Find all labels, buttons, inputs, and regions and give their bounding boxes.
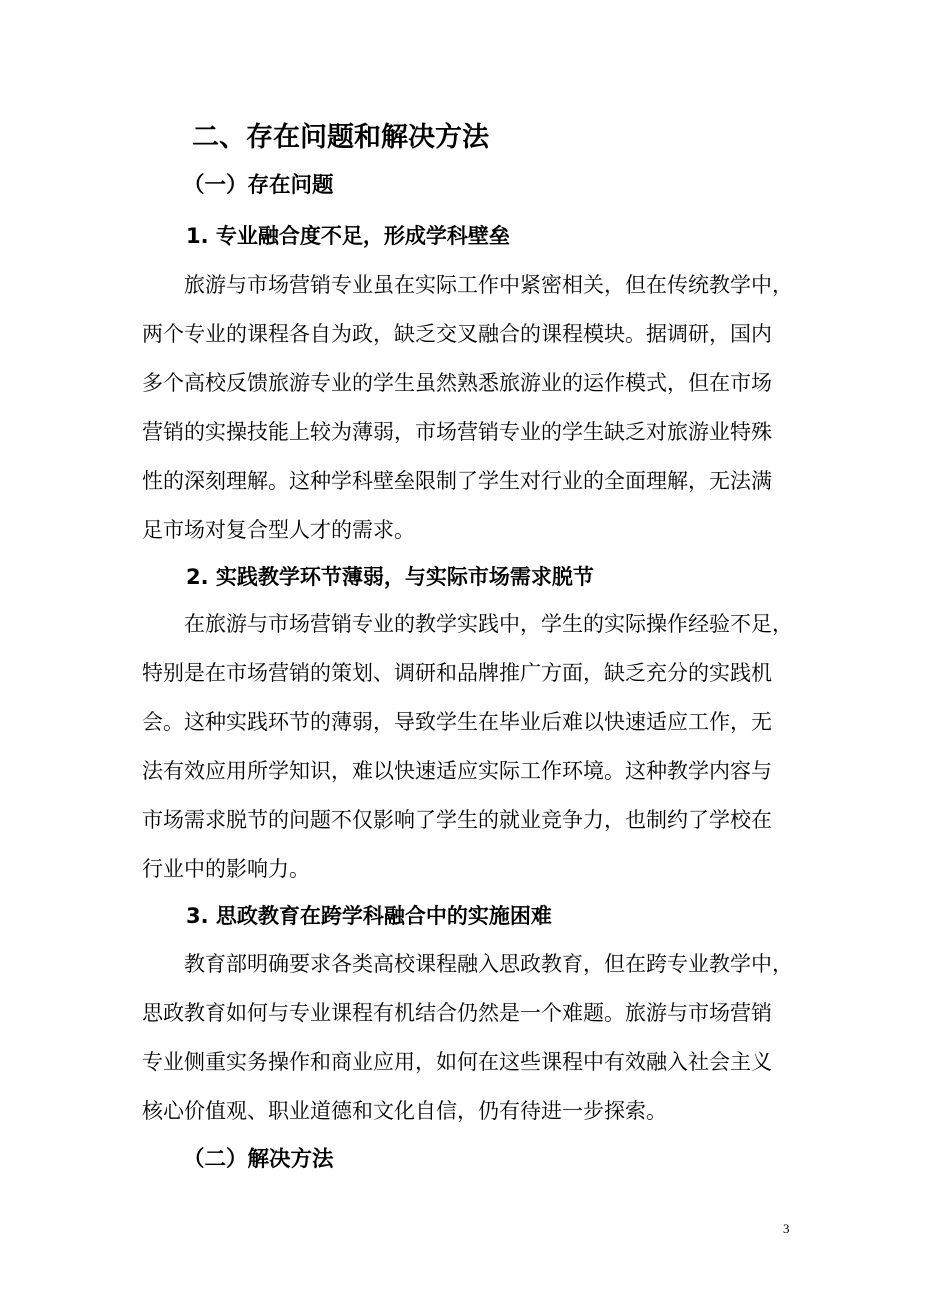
paragraph-line: 核心价值观、职业道德和文化自信，仍有待进一步探索。: [142, 1099, 667, 1123]
section-heading: 二、存在问题和解决方法: [192, 122, 489, 153]
paragraph-line: 旅游与市场营销专业虽在实际工作中紧密相关，但在传统教学中，: [184, 273, 793, 297]
paragraph-line: 专业侧重实务操作和商业应用，如何在这些课程中有效融入社会主义: [142, 1050, 772, 1074]
paragraph-line: 性的深刻理解。这种学科壁垒限制了学生对行业的全面理解，无法满: [142, 469, 772, 493]
paragraph-line: 多个高校反馈旅游专业的学生虽然熟悉旅游业的运作模式，但在市场: [142, 371, 772, 395]
paragraph-line: 两个专业的课程各自为政，缺乏交叉融合的课程模块。据调研，国内: [142, 322, 772, 346]
paragraph-line: 营销的实操技能上较为薄弱，市场营销专业的学生缺乏对旅游业特殊: [142, 420, 772, 444]
paragraph-line: 法有效应用所学知识，难以快速适应实际工作环境。这种教学内容与: [142, 759, 772, 783]
paragraph-line: 足市场对复合型人才的需求。: [142, 518, 415, 542]
paragraph-line: 思政教育如何与专业课程有机结合仍然是一个难题。旅游与市场营销: [142, 1001, 772, 1025]
paragraph-line: 在旅游与市场营销专业的教学实践中，学生的实际操作经验不足，: [184, 612, 793, 636]
page-number: 3: [783, 1221, 790, 1236]
item-heading-3: 3. 思政教育在跨学科融合中的实施困难: [186, 904, 552, 928]
paragraph-3: [142, 940, 802, 1136]
paragraph-line: 教育部明确要求各类高校课程融入思政教育，但在跨专业教学中，: [184, 952, 793, 976]
item-heading-2: 2. 实践教学环节薄弱，与实际市场需求脱节: [186, 565, 594, 589]
item-heading-1: 1. 专业融合度不足，形成学科壁垒: [186, 224, 510, 248]
paragraph-line: 特别是在市场营销的策划、调研和品牌推广方面，缺乏充分的实践机: [142, 661, 772, 685]
paragraph-line: 市场需求脱节的问题不仅影响了学生的就业竞争力，也制约了学校在: [142, 808, 772, 832]
paragraph-1: [142, 261, 802, 555]
paragraph-line: 行业中的影响力。: [142, 857, 310, 881]
subsection-heading-solutions: （二）解决方法: [183, 1147, 334, 1172]
paragraph-2: [142, 600, 802, 894]
paragraph-line: 会。这种实践环节的薄弱，导致学生在毕业后难以快速适应工作，无: [142, 710, 772, 734]
subsection-heading-problems: （一）存在问题: [183, 173, 334, 198]
